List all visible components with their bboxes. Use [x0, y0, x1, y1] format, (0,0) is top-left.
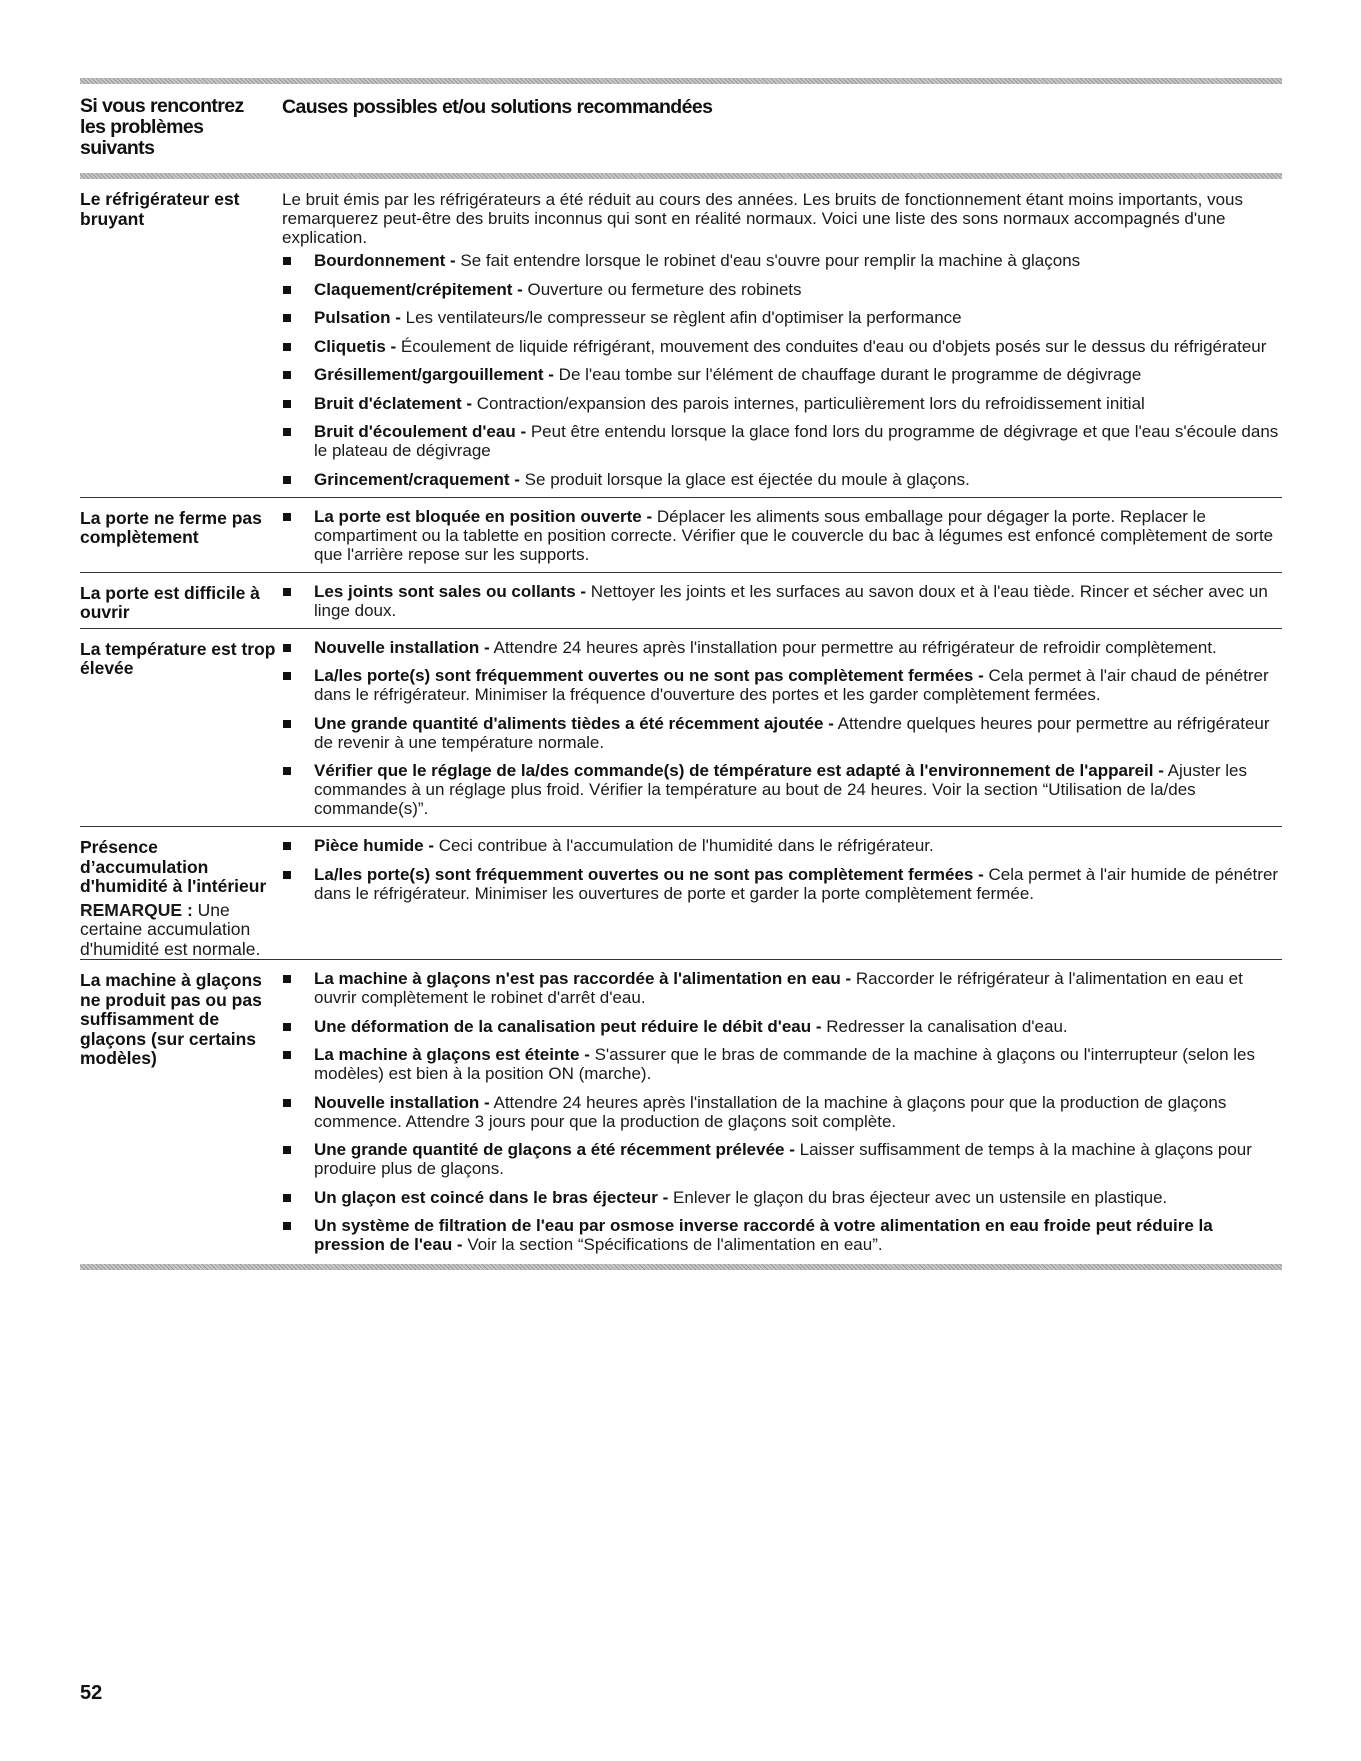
- item-text: Déplacer les aliments sous emballage pour dégager la porte. Replacer le compartiment ou la tablette en position correcte. Vérifier que le couvercle du bac à légumes est enfoncé complètement de sorte que l'arrière repose sur les supports.: [314, 506, 1274, 564]
- list-item: [282, 638, 1282, 657]
- list-item: [282, 865, 1282, 903]
- problem-cell: [80, 960, 280, 1262]
- square-bullet-icon: [283, 1051, 291, 1059]
- item-text: Ouverture ou fermeture des robinets: [522, 279, 802, 299]
- item-text: Ceci contribue à l'accumulation de l'humidité dans le réfrigérateur.: [433, 836, 934, 855]
- table-row: [80, 628, 1282, 827]
- item-text: Voir la section “Spécifications de l'alimentation en eau”.: [462, 1235, 883, 1254]
- square-bullet-icon: [283, 513, 291, 521]
- item-text: Contraction/expansion des parois internes, particulièrement lors du refroidissement initial: [472, 393, 1145, 413]
- solution-list: [282, 638, 1282, 819]
- problem-note: [80, 901, 280, 960]
- table-row: [80, 572, 1282, 628]
- item-text: Se produit lorsque la glace est éjectée du moule à glaçons.: [519, 469, 970, 489]
- item-text: Raccorder le réfrigérateur à l'alimentation en eau et ouvrir complètement le robinet d'arrêt d'eau.: [314, 969, 1243, 1007]
- square-bullet-icon: [283, 257, 291, 265]
- list-item: [282, 761, 1282, 818]
- item-term: Une grande quantité de glaçons a été récemment prélevée -: [314, 1140, 795, 1159]
- square-bullet-icon: [283, 371, 291, 379]
- solution-cell: [280, 827, 1282, 959]
- item-term: Une grande quantité d'aliments tièdes a été récemment ajoutée -: [314, 713, 834, 733]
- item-text: Peut être entendu lorsque la glace fond lors du programme de dégivrage et que l'eau s'écoule dans le plateau de dégivrage: [314, 422, 1279, 460]
- item-term: La machine à glaçons n'est pas raccordée à l'alimentation en eau -: [314, 969, 852, 988]
- square-bullet-icon: [283, 314, 291, 322]
- item-term: Bruit d'écoulement d'eau -: [314, 422, 527, 441]
- bottom-shaded-rule: [80, 1264, 1282, 1270]
- square-bullet-icon: [283, 842, 291, 850]
- list-item: [282, 1216, 1282, 1254]
- item-text: Attendre 24 heures après l'installation de la machine à glaçons pour que la production de glaçons commence. Attendre 3 jours pour que la production de glaçons soit complète.: [314, 1092, 1227, 1131]
- square-bullet-icon: [283, 672, 291, 680]
- square-bullet-icon: [283, 1023, 291, 1031]
- solution-list: [282, 836, 1282, 903]
- item-text: Se fait entendre lorsque le robinet d'eau s'ouvre pour remplir la machine à glaçons: [455, 251, 1081, 270]
- list-item: [282, 308, 1282, 327]
- square-bullet-icon: [283, 476, 291, 484]
- item-text: Laisser suffisamment de temps à la machine à glaçons pour produire plus de glaçons.: [314, 1140, 1252, 1178]
- table-header: [80, 84, 1282, 173]
- problem-title: La porte est difficile à ouvrir: [80, 582, 260, 622]
- item-term: La/les porte(s) sont fréquemment ouvertes ou ne sont pas complètement fermées -: [314, 864, 984, 884]
- item-text: Ajuster les commandes à un réglage plus froid. Vérifier la température au bout de 24 heures. Voir la section “Utilisation de la/des commande(s)”.: [314, 761, 1248, 818]
- item-term: Un système de filtration de l'eau par osmose inverse raccordé à votre alimentation en eau froide peut réduire la pression de l'eau -: [314, 1216, 1213, 1254]
- square-bullet-icon: [283, 588, 291, 596]
- table-row: [80, 179, 1282, 497]
- item-text: Enlever le glaçon du bras éjecteur avec un ustensile en plastique.: [668, 1187, 1168, 1207]
- item-term: La porte est bloquée en position ouverte -: [314, 506, 653, 526]
- list-item: [282, 280, 1282, 299]
- problem-cell: [80, 498, 280, 572]
- item-text: De l'eau tombe sur l'élément de chauffage durant le programme de dégivrage: [553, 365, 1142, 384]
- list-item: [282, 1017, 1282, 1036]
- item-term: Pièce humide -: [314, 836, 434, 855]
- item-term: Un glaçon est coincé dans le bras éjecteur -: [314, 1187, 669, 1207]
- problem-title: La porte ne ferme pas complètement: [80, 507, 262, 547]
- solution-cell: [280, 179, 1282, 497]
- list-item: [282, 582, 1282, 620]
- square-bullet-icon: [283, 767, 291, 775]
- item-term: Vérifier que le réglage de la/des commande(s) de témpérature est adapté à l'environnement de l'appareil -: [314, 761, 1164, 780]
- item-term: Grincement/craquement -: [314, 469, 520, 489]
- table-row: [80, 959, 1282, 1262]
- list-item: [282, 714, 1282, 752]
- list-item: [282, 470, 1282, 489]
- item-text: Cela permet à l'air chaud de pénétrer dans le réfrigérateur. Minimiser la fréquence d'ouverture des portes et les garder complètement fermées.: [314, 666, 1269, 704]
- solution-list: [282, 582, 1282, 620]
- item-text: Attendre quelques heures pour permettre au réfrigérateur de revenir à une température normale.: [314, 713, 1270, 752]
- item-term: Bourdonnement -: [314, 251, 456, 270]
- square-bullet-icon: [283, 428, 291, 436]
- table-row: [80, 826, 1282, 959]
- solution-cell: [280, 498, 1282, 572]
- table-row: [80, 497, 1282, 572]
- item-text: Cela permet à l'air humide de pénétrer dans le réfrigérateur. Minimiser les ouvertures de porte et garder la porte complètement fermée.: [314, 864, 1279, 903]
- list-item: [282, 666, 1282, 704]
- problem-cell: [80, 179, 280, 497]
- list-item: [282, 337, 1282, 356]
- square-bullet-icon: [283, 644, 291, 652]
- square-bullet-icon: [283, 1194, 291, 1202]
- solution-cell: [280, 629, 1282, 827]
- item-text: Nettoyer les joints et les surfaces au savon doux et à l'eau tiède. Rincer et sécher avec un linge doux.: [314, 581, 1268, 620]
- intro-paragraph: Le bruit émis par les réfrigérateurs a été réduit au cours des années. Les bruits de fonctionnement étant moins importants, vous remarquerez peut-être des bruits inconnus qui sont en réalité normaux. Voici une liste des sons normaux accompagnés d'une explication.: [282, 190, 1244, 247]
- square-bullet-icon: [283, 286, 291, 294]
- square-bullet-icon: [283, 1146, 291, 1154]
- square-bullet-icon: [283, 975, 291, 983]
- list-item: [282, 1140, 1282, 1178]
- square-bullet-icon: [283, 871, 291, 879]
- item-text: Écoulement de liquide réfrigérant, mouvement des conduites d'eau ou d'objets posés sur le dessus du réfrigérateur: [396, 336, 1267, 356]
- page-number: 52: [80, 1682, 103, 1704]
- item-text: Attendre 24 heures après l'installation pour permettre au réfrigérateur de refroidir complètement.: [489, 637, 1217, 657]
- problem-cell: [80, 573, 280, 628]
- note-label: REMARQUE :: [80, 899, 193, 920]
- list-item: [282, 365, 1282, 384]
- problem-title: Le réfrigérateur est bruyant: [80, 189, 240, 229]
- problem-title: La machine à glaçons ne produit pas ou pas suffisamment de glaçons (sur certains modèles): [80, 970, 262, 1068]
- list-item: [282, 1093, 1282, 1131]
- problem-cell: [80, 827, 280, 959]
- square-bullet-icon: [283, 1099, 291, 1107]
- problem-title: La température est trop élevée: [80, 638, 276, 678]
- list-item: [282, 507, 1282, 564]
- header-solutions: Causes possibles et/ou solutions recommandées: [282, 96, 713, 118]
- square-bullet-icon: [283, 343, 291, 351]
- list-item: [282, 422, 1282, 460]
- solution-list: [282, 507, 1282, 564]
- solution-cell: [280, 573, 1282, 628]
- solution-cell: [280, 960, 1282, 1262]
- list-item: [282, 394, 1282, 413]
- square-bullet-icon: [283, 1222, 291, 1230]
- list-item: [282, 969, 1282, 1007]
- note-text: Une certaine accumulation d'humidité est normale.: [80, 899, 261, 959]
- header-problems: Si vous rencontrez les problèmes suivants: [80, 95, 244, 159]
- item-term: Claquement/crépitement -: [314, 279, 523, 299]
- problem-cell: [80, 629, 280, 827]
- item-text: Les ventilateurs/le compresseur se règlent afin d'optimiser la performance: [400, 308, 962, 327]
- item-term: Bruit d'éclatement -: [314, 393, 473, 413]
- item-term: Les joints sont sales ou collants -: [314, 581, 587, 601]
- square-bullet-icon: [283, 720, 291, 728]
- troubleshooting-table: [80, 78, 1282, 1270]
- problem-title: Présence d’accumulation d'humidité à l'intérieur: [80, 837, 267, 896]
- item-term: Grésillement/gargouillement -: [314, 365, 554, 384]
- item-term: La/les porte(s) sont fréquemment ouvertes ou ne sont pas complètement fermées -: [314, 666, 984, 685]
- item-term: La machine à glaçons est éteinte -: [314, 1045, 590, 1064]
- solution-list: [282, 251, 1282, 489]
- item-text: S'assurer que le bras de commande de la machine à glaçons ou l'interrupteur (selon les modèles) est bien à la position ON (marche).: [314, 1045, 1256, 1083]
- list-item: [282, 836, 1282, 855]
- list-item: [282, 1045, 1282, 1083]
- item-term: Une déformation de la canalisation peut réduire le débit d'eau -: [314, 1016, 822, 1036]
- item-term: Nouvelle installation -: [314, 637, 490, 657]
- solution-list: [282, 969, 1282, 1254]
- square-bullet-icon: [283, 400, 291, 408]
- item-term: Nouvelle installation -: [314, 1092, 490, 1112]
- item-term: Pulsation -: [314, 308, 401, 327]
- item-text: Redresser la canalisation d'eau.: [821, 1016, 1068, 1036]
- table-body: [80, 179, 1282, 1262]
- list-item: [282, 251, 1282, 270]
- item-term: Cliquetis -: [314, 336, 397, 356]
- list-item: [282, 1188, 1282, 1207]
